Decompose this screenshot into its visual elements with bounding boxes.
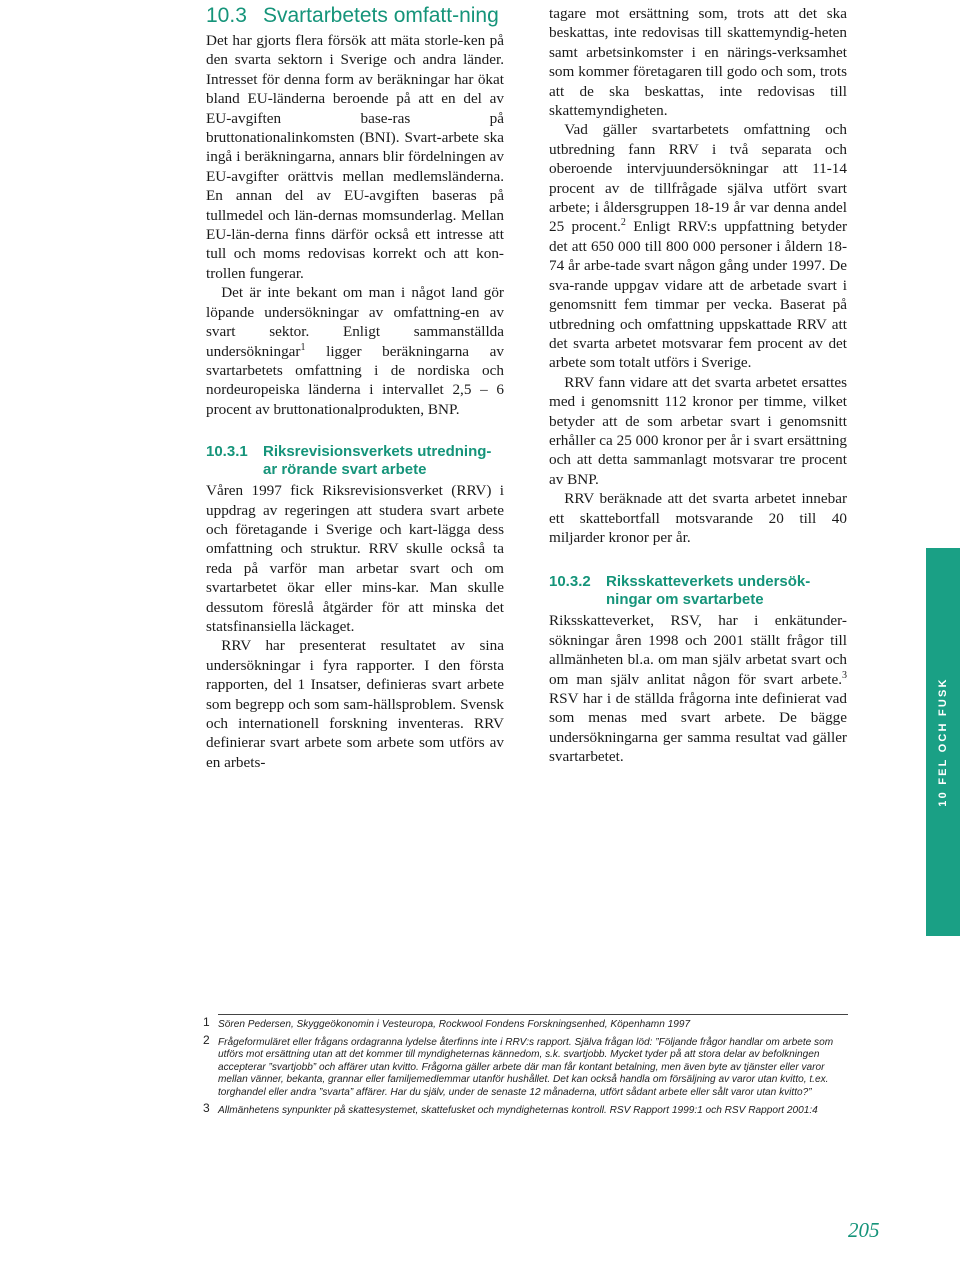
subsection-title: Riksrevisionsverkets utredning-ar rörande svart arbete: [263, 443, 492, 479]
left-column: [206, 4, 504, 772]
footnote: [203, 1032, 848, 1100]
body-paragraph: Det har gjorts flera försök att mäta storle-ken på den svarta sektorn i Sverige och andra länder. Intresset för denna form av beräkningar har ökat bland EU-länderna beroende på att en del av EU-avgiften base-ras på bruttonationalinkomsten (BNI). Svart-arbete ska ingå i beräkningarna, annars blir fördelningen av EU-avgifter orättvis mellan medlemsländerna. En annan del av EU-avgiften baseras på tullmedel och län-dernas momsunderlag. Mellan EU-län-derna finns därför också ett intresse att tull och moms redovisas korrekt och att kon-trollen fungerar.: [206, 32, 504, 282]
footnote-number: 1: [203, 1015, 210, 1029]
page-number: 205: [848, 1218, 880, 1242]
section-title: Svartarbetets omfatt-ning: [263, 4, 499, 27]
footnote: [203, 1100, 848, 1118]
chapter-tab-label: 10 FEL OCH FUSK: [937, 677, 949, 807]
footnote: [203, 1015, 848, 1032]
footnote-ref[interactable]: 3: [842, 669, 847, 681]
footnote-number: 2: [203, 1032, 210, 1047]
subsection-heading: [206, 443, 504, 479]
body-paragraph: Riksskatteverket, RSV, har i enkätunder-sökningar åren 1998 och 2001 ställt frågor till allmänheten bl.a. om man själv arbetat svart och om man själv anlitat någon för svart arbete.$^3$ RSV har i de ställda frågorna inte definierat vad som menas med svart arbete. De bägge undersökningarna ger samma resultat vad gäller svartarbetet.: [549, 612, 847, 766]
right-column: [549, 4, 847, 767]
body-paragraph: Det är inte bekant om man i något land gör löpande undersökningar av omfattning-en av svart sektor. Enligt sammanställda undersökningar$^1$ ligger beräkningarna av svartarbetets omfattning i de nordiska och nordeuropeiska länderna i intervallet 2,5 – 6 procent av bruttonationalprodukten, BNP.: [206, 284, 504, 418]
body-paragraph: Vad gäller svartarbetets omfattning och utbredning fann RRV i två separata och oberoende intervjuundersökningar att 11-14 procent av de tillfrågade själva utfört svart arbete; i åldersgruppen 18-19 år var denna andel 25 procent.$^2$ Enligt RRV:s uppfattning betyder det att 650 000 till 800 000 personer i åldern 18-74 år arbe-tade svart någon gång under 1997. De sva-rande uppgav vidare att de arbetade svart i genomsnitt fem timmar per vecka. Baserat på utbredning och omfattning uppskattade RRV att det svarta arbetet motsvarar fem procent av det arbete som totalt utförs i Sverige.: [549, 121, 847, 372]
subsection-title: Riksskatteverkets undersök-ningar om svartarbete: [606, 573, 811, 609]
footnote-text: Sören Pedersen, Skyggeökonomin i Vesteuropa, Rockwool Fondens Forskningsenhed, Köpenhamn 1997: [218, 1019, 691, 1030]
footnote-ref[interactable]: 2: [620, 217, 626, 229]
body-paragraph: RRV fann vidare att det svarta arbetet ersattes med i genomsnitt 112 kronor per timme, vilket betyder att de som arbetar svart i genomsnitt erhåller ca 25 000 kronor per år i svart ersättning och att detta sammanlagt motsvarar tre procent av BNP.: [549, 373, 847, 488]
footnote-divider: [218, 1014, 848, 1015]
footnote-text: Allmänhetens synpunkter på skattesystemet, skattefusket och myndigheternas kontroll. RSV Rapport 1999:1 och RSV Rapport 2001:4: [218, 1104, 818, 1116]
footnote-number: 3: [203, 1100, 210, 1115]
body-paragraph: Våren 1997 fick Riksrevisionsverket (RRV) i uppdrag av regeringen att studera svart arbete och företagande i Sverige och kart-lägga dess omfattning och struktur. RRV skulle också ta reda på varför man arbetar svart och om svartarbetet ökar eller mins-kar. Man skulle dessutom föreslå åtgärder för att minska det statsfinansiella läckaget.: [206, 482, 504, 635]
footnotes: [203, 1015, 848, 1122]
section-heading: [206, 4, 504, 28]
chapter-side-tab: [926, 548, 960, 936]
footnote-text: Frågeformuläret eller frågans ordagranna lydelse återfinns inte i RRV:s rapport. Själva frågan löd: ”Följande frågor handlar om arbete som utförs mot ersättning utan att det kommer till myndigheternas kännedom, s.k. svartjobb. Mycket tyder på att stora delar av befolkningen accepterar ”svartjobb” och affärer utan kvitto. Frågorna gäller arbete där man får kontant betalning, men även byte av tjänster eller varor mellan vänner, bekanta, grannar eller familjemedlemmar utanför hushållet. Det kan också handla om försäljning av varor utan kvitto, t.ex. torghandel eller andra ”svarta” affärer. Har du själv, under de senaste 12 månaderna, utfört sådant arbete eller sålt varor utan kvitto?”: [218, 1036, 834, 1098]
footnote-ref[interactable]: 1: [300, 341, 306, 353]
subsection-heading: [549, 573, 847, 609]
section-number: 10.3: [206, 4, 247, 27]
body-paragraph: RRV har presenterat resultatet av sina undersökningar i fyra rapporter. I den första rapporten, del 1 Insatser, definieras svart arbete som begrepp och som sam-hällsproblem. Svensk och internationell forskning inventeras. RRV definierar svart arbete som arbete som utförs av en arbets-: [206, 637, 504, 771]
body-paragraph: tagare mot ersättning som, trots att det ska beskattas, inte redovisas till skattemyndig-heten samt arbetsinkomster i en närings-verksamhet som kommer företagaren till godo och som, trots att de ska beskattas, inte redovisas till skattemyndigheten.: [549, 5, 847, 120]
subsection-number: 10.3.1: [206, 443, 248, 461]
subsection-number: 10.3.2: [549, 573, 591, 591]
body-paragraph: RRV beräknade att det svarta arbetet innebar ett skattebortfall motsvarande 20 till 40 miljarder kronor per år.: [549, 490, 847, 546]
